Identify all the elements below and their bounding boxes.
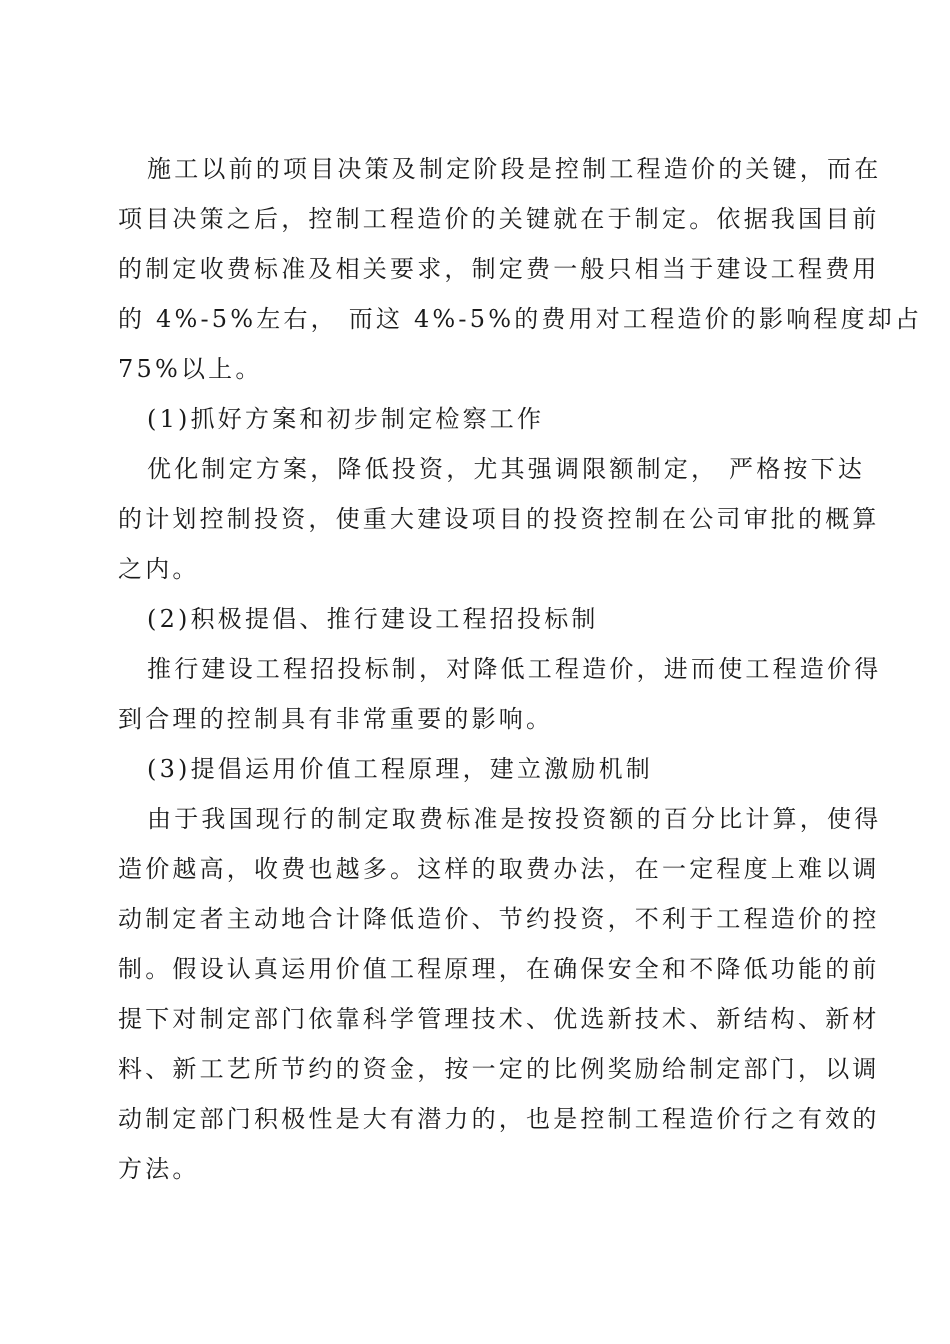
- paragraph-4-line-2: 造价越高，收费也越多。这样的取费办法，在一定程度上难以调: [118, 855, 880, 883]
- section-heading-3: (3)提倡运用价值工程原理，建立激励机制: [147, 755, 653, 783]
- paragraph-3-line-1: 推行建设工程招投标制，对降低工程造价，进而使工程造价得: [147, 655, 882, 683]
- paragraph-1-line-4: 的 4%-5%左右， 而这 4%-5%的费用对工程造价的影响程度却占: [118, 305, 923, 333]
- paragraph-1-line-1: 施工以前的项目决策及制定阶段是控制工程造价的关键，而在: [147, 155, 882, 183]
- paragraph-4-line-6: 料、新工艺所节约的资金，按一定的比例奖励给制定部门，以调: [118, 1055, 880, 1083]
- section-heading-1: (1)抓好方案和初步制定检察工作: [147, 405, 545, 433]
- paragraph-4-line-3: 动制定者主动地合计降低造价、节约投资，不利于工程造价的控: [118, 905, 880, 933]
- paragraph-4-line-8: 方法。: [118, 1155, 200, 1183]
- paragraph-2-line-2: 的计划控制投资，使重大建设项目的投资控制在公司审批的概算: [118, 505, 880, 533]
- document-body: [118, 144, 923, 1194]
- paragraph-1-line-2: 项目决策之后，控制工程造价的关键就在于制定。依据我国目前: [118, 205, 880, 233]
- paragraph-4-line-7: 动制定部门积极性是大有潜力的，也是控制工程造价行之有效的: [118, 1105, 880, 1133]
- paragraph-2-line-1: 优化制定方案，降低投资，尤其强调限额制定， 严格按下达: [147, 455, 866, 483]
- paragraph-4-line-4: 制。假设认真运用价值工程原理，在确保安全和不降低功能的前: [118, 955, 880, 983]
- section-heading-2: (2)积极提倡、推行建设工程招投标制: [147, 605, 599, 633]
- paragraph-1-line-3: 的制定收费标准及相关要求，制定费一般只相当于建设工程费用: [118, 255, 880, 283]
- paragraph-1-line-5: 75%以上。: [118, 355, 263, 383]
- paragraph-3-line-2: 到合理的控制具有非常重要的影响。: [118, 705, 554, 733]
- paragraph-4-line-5: 提下对制定部门依靠科学管理技术、优选新技术、新结构、新材: [118, 1005, 880, 1033]
- paragraph-2-line-3: 之内。: [118, 555, 200, 583]
- paragraph-4-line-1: 由于我国现行的制定取费标准是按投资额的百分比计算，使得: [147, 805, 882, 833]
